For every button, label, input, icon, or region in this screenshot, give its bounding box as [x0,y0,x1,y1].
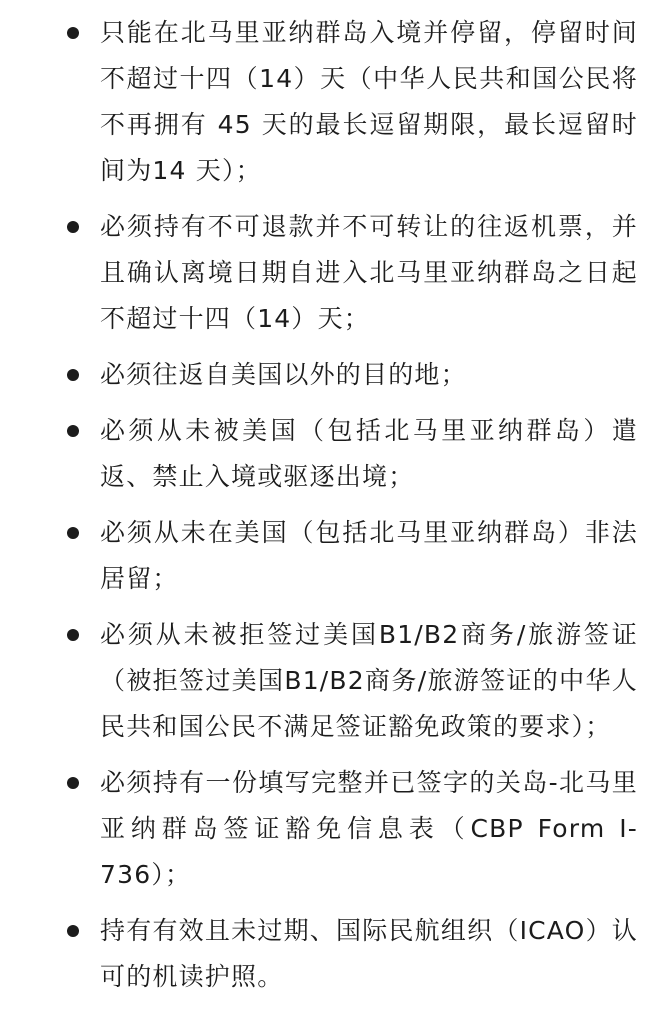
list-item [0,612,668,750]
list-item-text: 必须从未被拒签过美国B1/B2商务/旅游签证（被拒签过美国B1/B2商务/旅游签证的中华人民共和国公民不满足签证豁免政策的要求）； [100,620,638,741]
list-item-text: 必须持有一份填写完整并已签字的关岛-北马里亚纳群岛签证豁免信息表（CBP Form I-736）； [100,768,638,889]
list-item [0,10,668,194]
list-item-text: 必须从未在美国（包括北马里亚纳群岛）非法居留； [100,518,638,593]
list-item-text: 必须从未被美国（包括北马里亚纳群岛）遣返、禁止入境或驱逐出境； [100,416,638,491]
bullet-icon [67,925,79,937]
list-item-text: 必须持有不可退款并不可转让的往返机票，并且确认离境日期自进入北马里亚纳群岛之日起不超过十四（14）天； [100,212,638,333]
bullet-icon [67,527,79,539]
requirements-list [0,10,668,1000]
list-item-text: 持有有效且未过期、国际民航组织（ICAO）认可的机读护照。 [100,916,638,991]
list-item [0,510,668,602]
list-item-text: 必须往返自美国以外的目的地； [100,360,467,389]
list-item [0,760,668,898]
list-item [0,204,668,342]
list-item [0,352,668,398]
bullet-icon [67,369,79,381]
bullet-icon [67,425,79,437]
list-item [0,408,668,500]
bullet-icon [67,221,79,233]
bullet-icon [67,629,79,641]
document-body [0,10,668,1010]
list-item [0,908,668,1000]
bullet-icon [67,27,79,39]
list-item-text: 只能在北马里亚纳群岛入境并停留，停留时间不超过十四（14）天（中华人民共和国公民将不再拥有 45 天的最长逗留期限，最长逗留时间为14 天）； [100,18,638,185]
bullet-icon [67,777,79,789]
